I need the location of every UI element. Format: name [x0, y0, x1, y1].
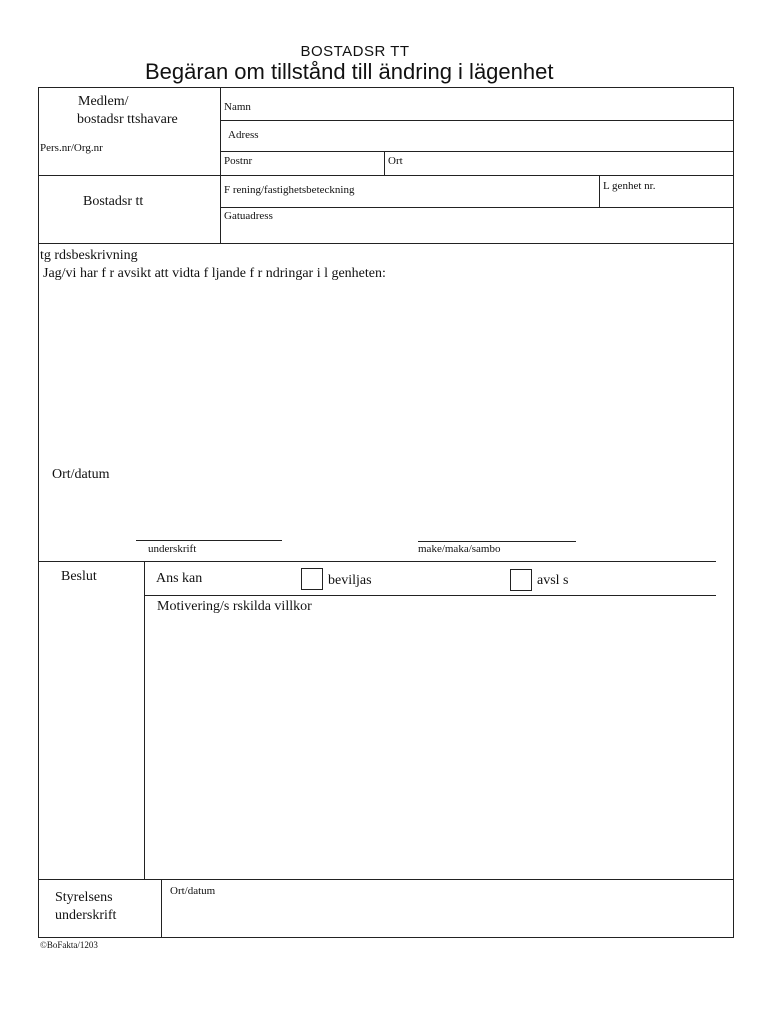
lagenhet-field[interactable]: L genhet nr. [603, 180, 656, 192]
divider [144, 595, 716, 596]
styrelse-label-line1: Styrelsens [55, 890, 113, 905]
underskrift-label: underskrift [148, 543, 197, 555]
organization-label: BOSTADSR TT [300, 43, 410, 60]
postnr-field[interactable]: Postnr [224, 155, 253, 167]
styrelse-label-line2: underskrift [55, 908, 117, 923]
divider [384, 151, 385, 175]
divider [161, 879, 162, 937]
description-area[interactable] [42, 288, 730, 458]
beslut-label: Beslut [61, 569, 97, 584]
ortdatum-label[interactable]: Ort/datum [52, 467, 110, 482]
ansokan-label: Ans kan [156, 571, 203, 586]
beviljas-label: beviljas [328, 573, 372, 588]
divider [220, 151, 734, 152]
divider [38, 243, 734, 244]
namn-field[interactable]: Namn [224, 101, 251, 113]
bostadsratt-label: Bostadsr tt [83, 194, 144, 209]
divider [38, 879, 734, 880]
styrelse-ortdatum-field[interactable]: Ort/datum [170, 885, 216, 897]
divider [220, 120, 734, 121]
form-title: Begäran om tillstånd till ändring i lägenhet [145, 59, 554, 84]
make-label: make/maka/sambo [418, 543, 501, 555]
motivering-label: Motivering/s rskilda villkor [157, 599, 312, 614]
member-label-line1: Medlem/ [78, 94, 129, 109]
copyright-text: ©BoFakta/1203 [40, 940, 98, 950]
atgard-heading: tg rdsbeskrivning [40, 248, 138, 263]
ort-field[interactable]: Ort [388, 155, 403, 167]
divider [144, 561, 145, 879]
gatuadress-field[interactable]: Gatuadress [224, 210, 273, 222]
avslas-label: avsl s [537, 573, 569, 588]
divider [38, 175, 734, 176]
signature-line [418, 541, 576, 542]
persnr-field[interactable]: Pers.nr/Org.nr [40, 142, 103, 154]
signature-line [136, 540, 282, 541]
divider [220, 87, 221, 244]
divider [220, 207, 734, 208]
beviljas-checkbox[interactable] [301, 568, 323, 590]
divider [599, 175, 600, 207]
member-label-line2: bostadsr ttshavare [77, 112, 178, 127]
atgard-intro: Jag/vi har f r avsikt att vidta f ljande f r ndringar i l genheten: [43, 266, 386, 281]
adress-field[interactable]: Adress [228, 129, 259, 141]
divider [38, 561, 716, 562]
forening-field[interactable]: F rening/fastighetsbeteckning [224, 184, 355, 196]
avslas-checkbox[interactable] [510, 569, 532, 591]
motivering-area[interactable] [148, 618, 730, 876]
